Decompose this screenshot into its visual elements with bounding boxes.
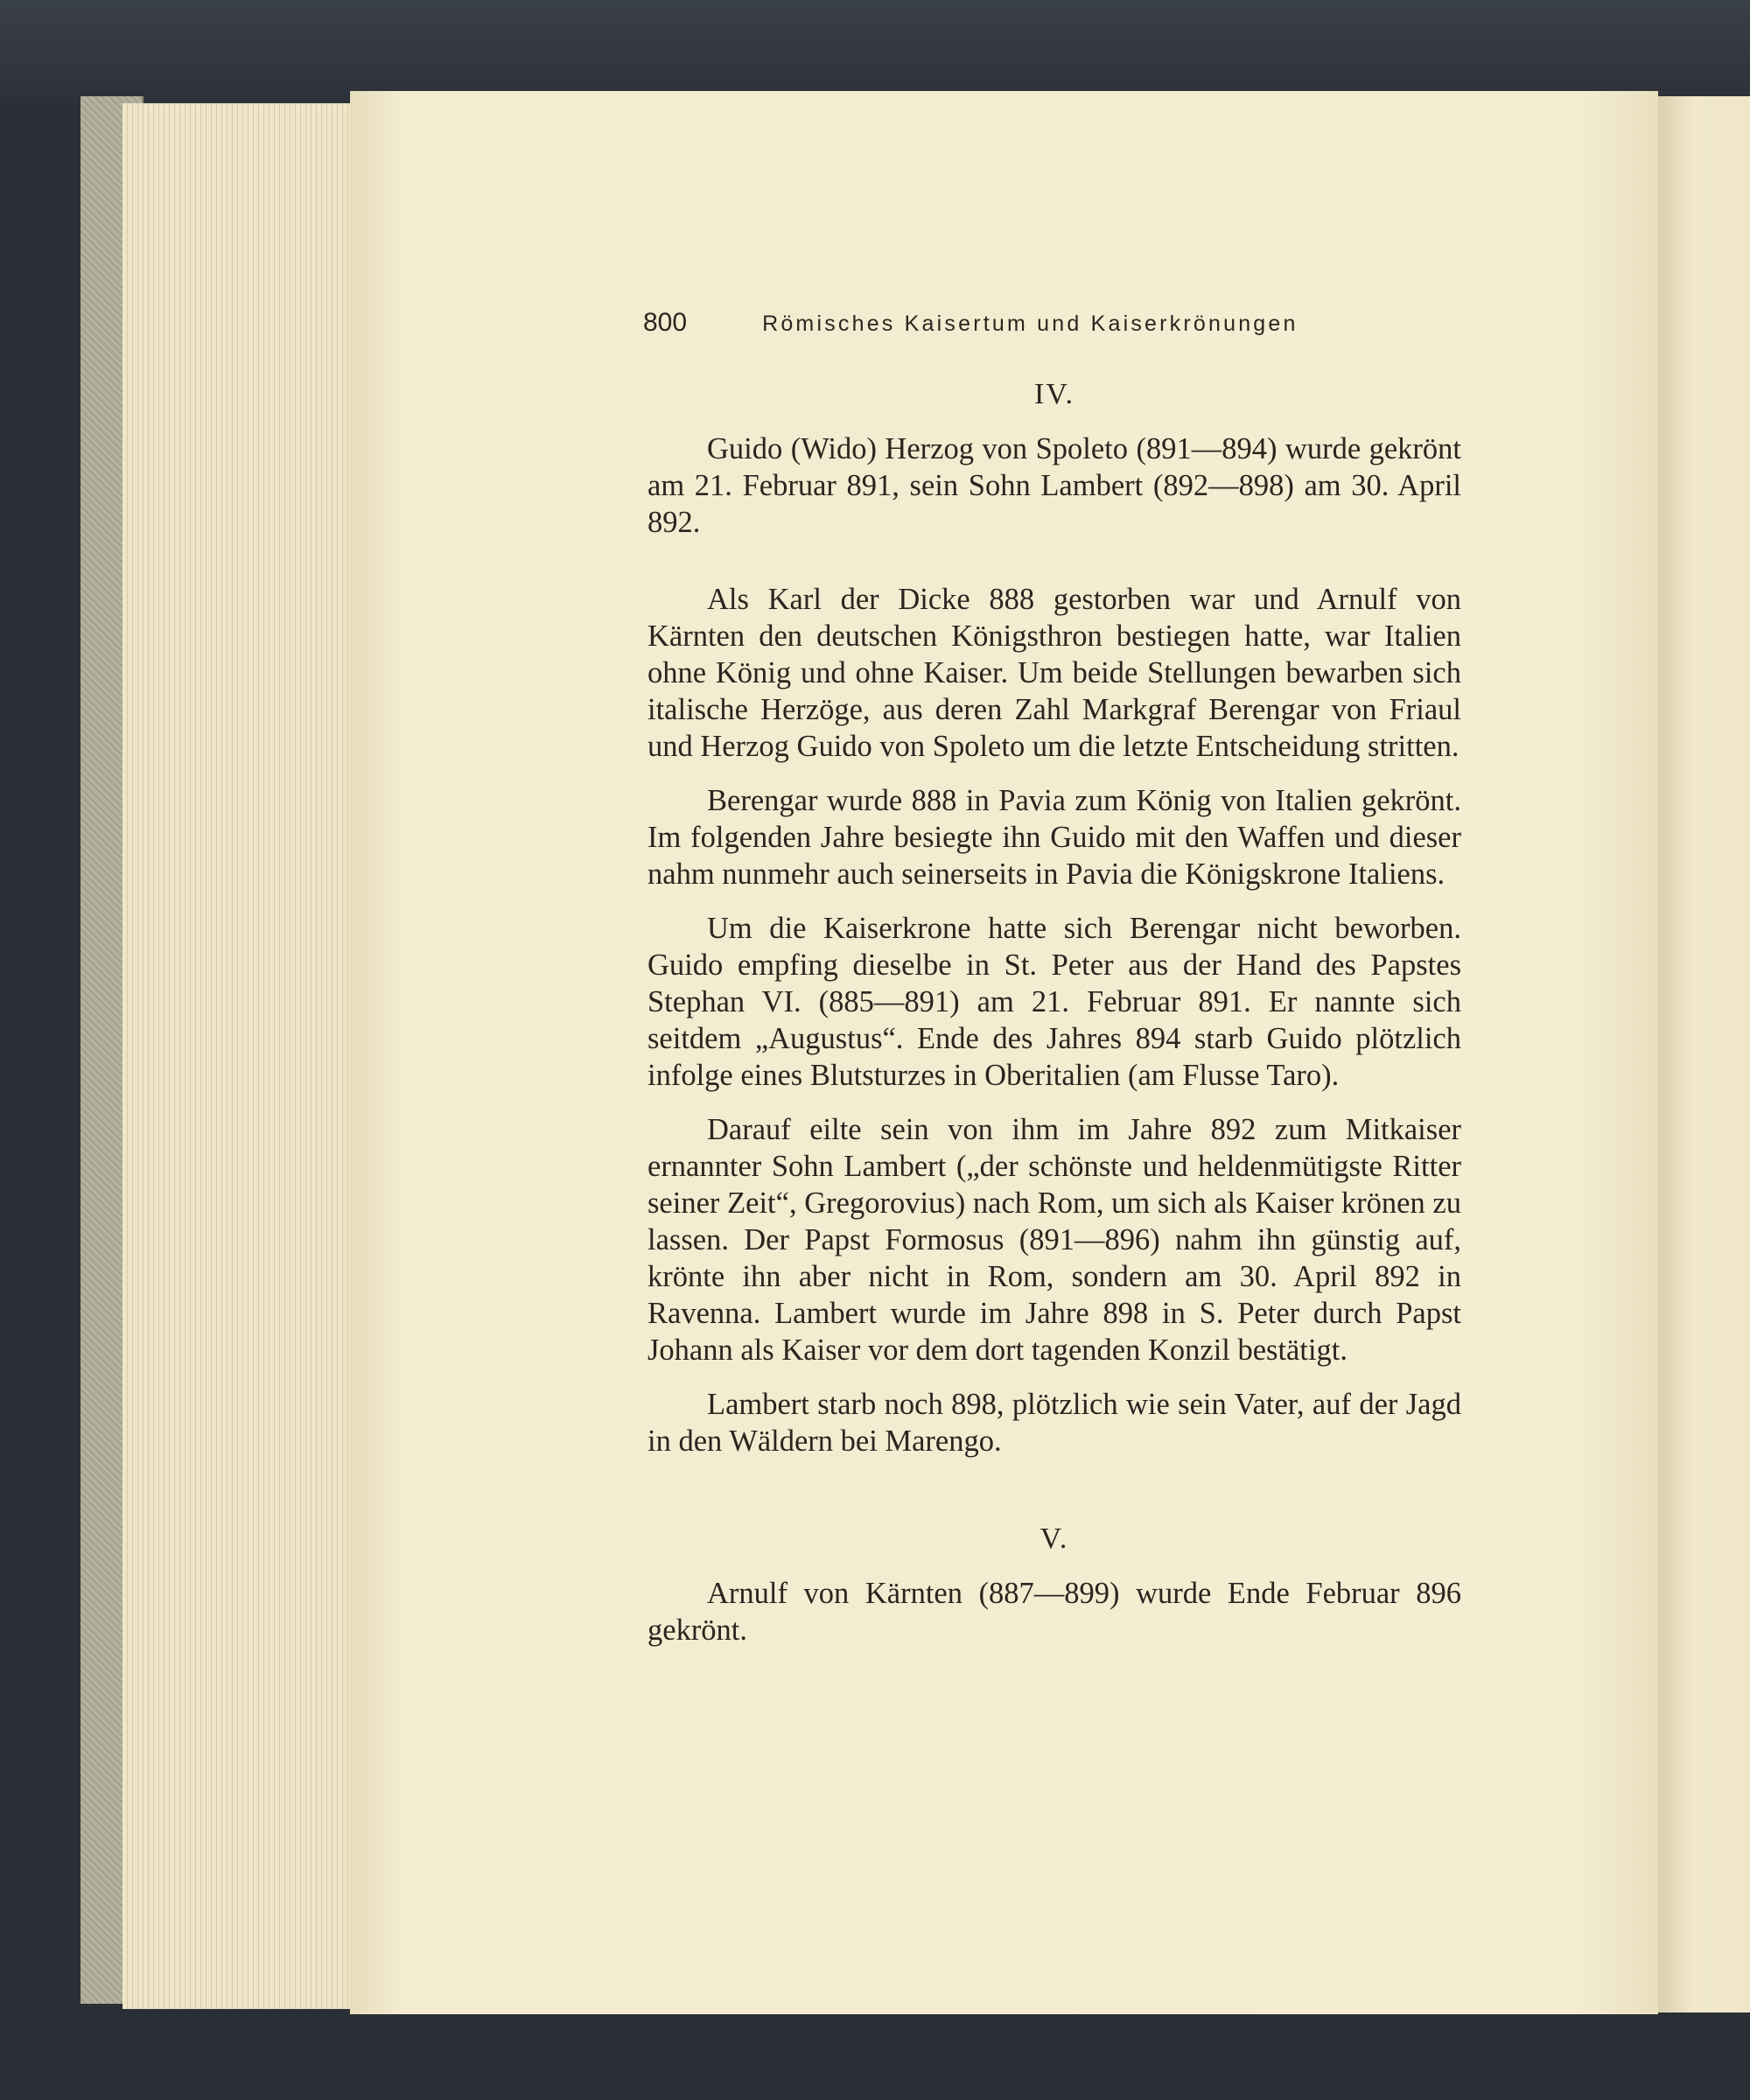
running-head bbox=[643, 308, 1361, 343]
paragraph-2: Berengar wurde 888 in Pavia zum König von Italien gekrönt. Im folgenden Jahre besiegte ihn Guido mit den Waffen und dieser nahm nunmehr auch seinerseits in Pavia die Königskrone Italiens. bbox=[648, 784, 1461, 891]
paragraph-5: Lambert starb noch 898, plötzlich wie sein Vater, auf der Jagd in den Wäldern bei Marengo. bbox=[648, 1388, 1461, 1458]
photo-backdrop bbox=[0, 0, 1750, 105]
paragraph-4: Darauf eilte sein von ihm im Jahre 892 zum Mitkaiser ernannter Sohn Lambert („der schönste und heldenmütigste Ritter seiner Zeit“, Gregorovius) nach Rom, um sich als Kaiser krönen zu lassen. Der Papst Formosus (891—896) nahm ihn günstig auf, krönte ihn aber nicht in Rom, sondern am 30. April 892 in Ravenna. Lambert wurde im Jahre 898 in S. Peter durch Papst Johann als Kaiser vor dem dort tagenden Konzil bestätigt. bbox=[648, 1113, 1461, 1367]
page-body bbox=[648, 376, 1461, 1648]
section-v-intro: Arnulf von Kärnten (887—899) wurde Ende Februar 896 gekrönt. bbox=[648, 1577, 1461, 1647]
section-iv-intro: Guido (Wido) Herzog von Spoleto (891—894) wurde gekrönt am 21. Februar 891, sein Sohn Lambert (892—898) am 30. April 892. bbox=[648, 432, 1461, 539]
paragraph-3: Um die Kaiserkrone hatte sich Berengar nicht beworben. Guido empfing dieselbe in St. Peter aus der Hand des Papstes Stephan VI. (885—891) am 21. Februar 891. Er nannte sich seitdem „Augustus“. Ende des Jahres 894 starb Guido plötzlich infolge eines Blutsturzes in Oberitalien (am Flusse Taro). bbox=[648, 912, 1461, 1092]
section-heading-v: V. bbox=[1040, 1522, 1069, 1555]
page-number: 800 bbox=[643, 308, 688, 337]
page-stack-edges bbox=[122, 103, 354, 2009]
section-heading-iv: IV. bbox=[1034, 378, 1074, 410]
running-title: Römisches Kaisertum und Kaiserkrönungen bbox=[762, 312, 1298, 336]
facing-page-edge bbox=[1656, 96, 1750, 2012]
paragraph-1: Als Karl der Dicke 888 gestorben war und Arnulf von Kärnten den deutschen Königsthron bestiegen hatte, war Italien ohne König und ohne Kaiser. Um beide Stellungen bewarben sich italische Herzöge, aus deren Zahl Markgraf Berengar von Friaul und Herzog Guido von Spoleto um die letzte Entscheidung stritten. bbox=[648, 583, 1461, 763]
